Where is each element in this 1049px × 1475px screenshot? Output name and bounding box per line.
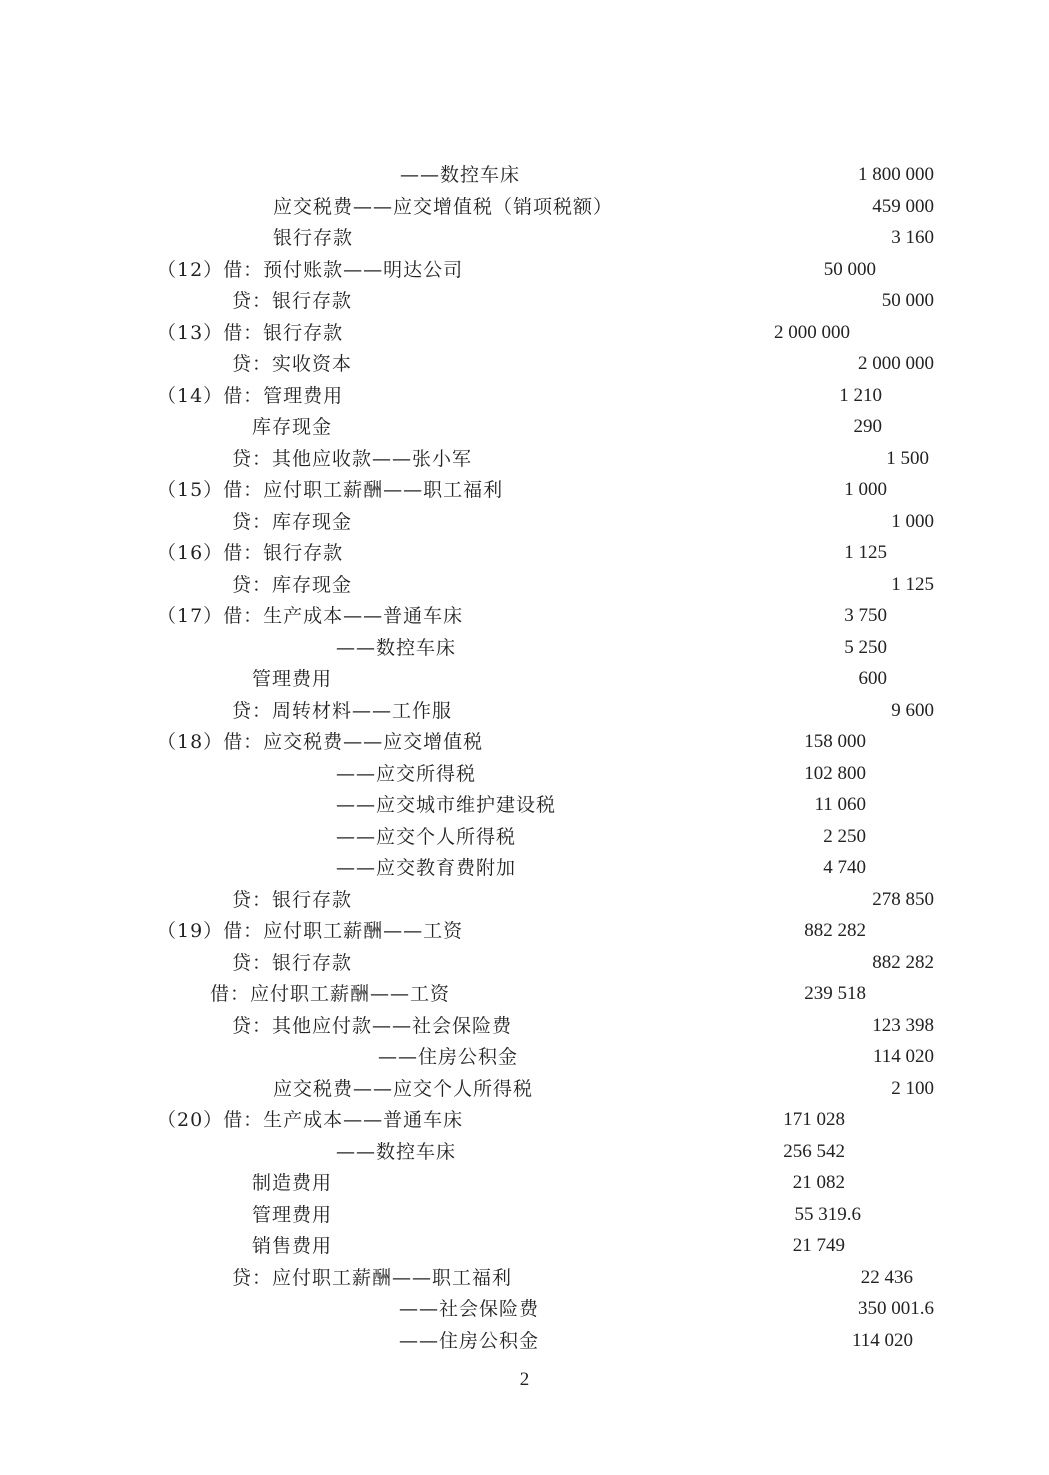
credit-amount: 114 020 xyxy=(872,1046,934,1067)
journal-line xyxy=(0,699,1049,731)
credit-amount: 882 282 xyxy=(872,951,934,973)
debit-amount: 21 082 xyxy=(792,1172,845,1193)
account-label: （18）借：应交税费——应交增值税 xyxy=(157,731,484,753)
journal-line xyxy=(0,762,1049,794)
page-number: 2 xyxy=(519,1369,530,1390)
account-label: 管理费用 xyxy=(252,668,333,690)
credit-amount: 22 436 xyxy=(860,1266,913,1288)
account-label: ——数控车床 xyxy=(336,1140,457,1163)
account-label: （17）借：生产成本——普通车床 xyxy=(157,605,464,627)
credit-amount: 114 020 xyxy=(851,1329,913,1351)
journal-line xyxy=(0,604,1049,636)
credit-amount: 459 000 xyxy=(872,195,934,217)
account-label: （19）借：应付职工薪酬——工资 xyxy=(157,920,464,942)
journal-line xyxy=(0,1203,1049,1235)
debit-amount: 55 319.6 xyxy=(794,1203,861,1225)
journal-line xyxy=(0,478,1049,510)
credit-amount: 123 398 xyxy=(872,1014,934,1036)
debit-amount: 158 000 xyxy=(804,731,866,752)
account-label: 贷：银行存款 xyxy=(232,290,353,312)
account-label: 借：应付职工薪酬——工资 xyxy=(210,983,451,1005)
journal-line xyxy=(0,793,1049,825)
account-label: 贷：实收资本 xyxy=(232,353,353,375)
account-label: （15）借：应付职工薪酬——职工福利 xyxy=(157,479,504,501)
account-label: 银行存款 xyxy=(273,227,354,249)
journal-line xyxy=(0,919,1049,951)
journal-line xyxy=(0,982,1049,1014)
account-label: 应交税费——应交个人所得税 xyxy=(273,1077,534,1100)
journal-line xyxy=(0,1297,1049,1329)
debit-amount: 4 740 xyxy=(823,857,866,878)
journal-line xyxy=(0,510,1049,542)
account-label: （12）借：预付账款——明达公司 xyxy=(157,258,464,281)
journal-line xyxy=(0,1077,1049,1109)
journal-line xyxy=(0,1108,1049,1140)
journal-line xyxy=(0,226,1049,258)
debit-amount: 1 000 xyxy=(844,479,887,500)
debit-amount: 3 750 xyxy=(844,605,887,626)
credit-amount: 3 160 xyxy=(891,227,934,248)
debit-amount: 882 282 xyxy=(804,920,866,941)
debit-amount: 239 518 xyxy=(804,983,866,1004)
journal-line xyxy=(0,1140,1049,1172)
journal-line xyxy=(0,195,1049,227)
debit-amount: 50 000 xyxy=(823,258,876,280)
journal-line xyxy=(0,163,1049,195)
account-label: （13）借：银行存款 xyxy=(157,321,344,344)
journal-line xyxy=(0,352,1049,384)
journal-line xyxy=(0,289,1049,321)
credit-amount: 1 000 xyxy=(891,510,934,532)
journal-line xyxy=(0,415,1049,447)
account-label: ——住房公积金 xyxy=(399,1329,540,1352)
debit-amount: 2 000 000 xyxy=(774,321,850,343)
account-label: 应交税费——应交增值税（销项税额） xyxy=(273,195,614,218)
journal-line xyxy=(0,384,1049,416)
account-label: 贷：其他应收款——张小军 xyxy=(232,447,473,470)
account-label: 销售费用 xyxy=(252,1235,333,1257)
account-label: ——应交教育费附加 xyxy=(336,857,517,879)
journal-line xyxy=(0,541,1049,573)
debit-amount: 290 xyxy=(853,416,882,437)
account-label: ——数控车床 xyxy=(400,164,521,186)
account-label: ——应交城市维护建设税 xyxy=(336,794,557,816)
credit-amount: 350 001.6 xyxy=(858,1298,934,1319)
credit-amount: 1 500 xyxy=(886,447,929,469)
journal-line xyxy=(0,730,1049,762)
account-label: ——应交个人所得税 xyxy=(336,825,517,848)
account-label: ——数控车床 xyxy=(336,636,457,659)
journal-line xyxy=(0,888,1049,920)
account-label: 制造费用 xyxy=(252,1172,333,1194)
debit-amount: 171 028 xyxy=(783,1109,845,1130)
debit-amount: 11 060 xyxy=(814,794,866,815)
journal-line xyxy=(0,258,1049,290)
account-label: （14）借：管理费用 xyxy=(157,384,344,407)
journal-line xyxy=(0,636,1049,668)
journal-line xyxy=(0,1329,1049,1361)
account-label: （16）借：银行存款 xyxy=(157,542,344,564)
debit-amount: 1 210 xyxy=(839,384,882,406)
debit-amount: 256 542 xyxy=(783,1140,845,1162)
account-label: 贷：周转材料——工作服 xyxy=(232,699,453,722)
account-label: ——社会保险费 xyxy=(399,1298,540,1320)
journal-line xyxy=(0,856,1049,888)
credit-amount: 50 000 xyxy=(881,290,934,311)
journal-line xyxy=(0,1045,1049,1077)
account-label: （20）借：生产成本——普通车床 xyxy=(157,1109,464,1131)
account-label: ——住房公积金 xyxy=(378,1046,519,1068)
credit-amount: 278 850 xyxy=(872,888,934,910)
credit-amount: 1 125 xyxy=(891,573,934,595)
account-label: ——应交所得税 xyxy=(336,762,477,785)
account-label: 贷：银行存款 xyxy=(232,888,353,911)
debit-amount: 2 250 xyxy=(823,825,866,847)
credit-amount: 2 100 xyxy=(891,1077,934,1099)
account-label: 贷：其他应付款——社会保险费 xyxy=(232,1014,513,1037)
account-label: 贷：应付职工薪酬——职工福利 xyxy=(232,1266,513,1289)
credit-amount: 1 800 000 xyxy=(858,164,934,185)
account-label: 贷：库存现金 xyxy=(232,510,353,533)
account-label: 贷：库存现金 xyxy=(232,573,353,596)
journal-line xyxy=(0,1014,1049,1046)
account-label: 管理费用 xyxy=(252,1203,333,1226)
debit-amount: 1 125 xyxy=(844,542,887,563)
journal-line xyxy=(0,825,1049,857)
journal-line xyxy=(0,1266,1049,1298)
credit-amount: 9 600 xyxy=(891,699,934,721)
debit-amount: 21 749 xyxy=(792,1235,845,1256)
journal-line xyxy=(0,321,1049,353)
journal-line xyxy=(0,1234,1049,1266)
journal-line xyxy=(0,667,1049,699)
account-label: 贷：银行存款 xyxy=(232,951,353,974)
debit-amount: 600 xyxy=(858,668,887,689)
debit-amount: 102 800 xyxy=(804,762,866,784)
credit-amount: 2 000 000 xyxy=(858,353,934,374)
journal-line xyxy=(0,1171,1049,1203)
journal-line xyxy=(0,573,1049,605)
account-label: 库存现金 xyxy=(252,416,333,438)
debit-amount: 5 250 xyxy=(844,636,887,658)
journal-line xyxy=(0,447,1049,479)
journal-line xyxy=(0,951,1049,983)
